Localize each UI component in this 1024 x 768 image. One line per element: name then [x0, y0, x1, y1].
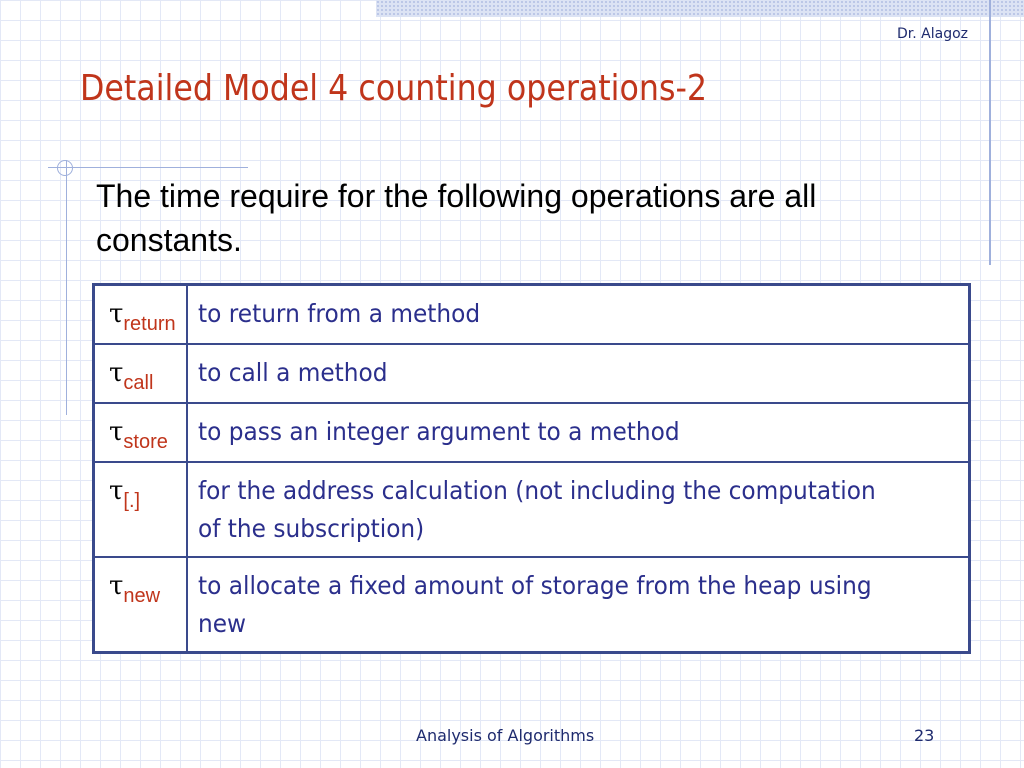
description-cell	[187, 557, 970, 653]
symbol-subscript: store	[123, 431, 168, 453]
table-row	[94, 285, 970, 345]
symbol-cell	[94, 557, 187, 653]
symbol-cell	[94, 403, 187, 462]
tau-symbol: τ	[109, 571, 124, 601]
decorative-right-rule	[989, 0, 991, 265]
tau-symbol: τ	[109, 358, 124, 388]
description-cell	[187, 344, 970, 403]
symbol-cell	[94, 285, 187, 345]
table-row	[94, 462, 970, 557]
description-text: to call a method	[197, 358, 388, 387]
description-text: to return from a method	[197, 299, 480, 328]
footer-course-title: Analysis of Algorithms	[416, 726, 595, 745]
slide-title: Detailed Model 4 counting operations-2	[80, 68, 708, 109]
tau-symbol: τ	[109, 299, 124, 329]
description-cell	[187, 462, 970, 557]
description-cell	[187, 403, 970, 462]
symbol-subscript: [.]	[123, 490, 141, 512]
symbol-subscript: new	[123, 585, 161, 607]
symbol-subscript: return	[123, 313, 176, 335]
decorative-left-rule	[66, 160, 67, 415]
tau-symbol: τ	[109, 476, 124, 506]
description-text: to allocate a fixed amount of storage from the heap using new	[197, 571, 872, 638]
operations-table	[92, 283, 971, 654]
symbol-cell	[94, 462, 187, 557]
decorative-top-band	[376, 0, 1024, 17]
description-text: for the address calculation (not including the computation of the subscription)	[197, 476, 876, 543]
table-row	[94, 344, 970, 403]
page-number: 23	[914, 726, 935, 745]
description-text: to pass an integer argument to a method	[197, 417, 680, 446]
description-cell	[187, 285, 970, 345]
symbol-subscript: call	[123, 372, 154, 394]
decorative-bullet-rule	[48, 167, 248, 168]
table-row	[94, 403, 970, 462]
intro-text: The time require for the following operations are all constants.	[96, 178, 817, 258]
bullet-circle-icon	[57, 160, 73, 176]
author-label: Dr. Alagoz	[897, 26, 968, 42]
table-row	[94, 557, 970, 653]
tau-symbol: τ	[109, 417, 124, 447]
symbol-cell	[94, 344, 187, 403]
